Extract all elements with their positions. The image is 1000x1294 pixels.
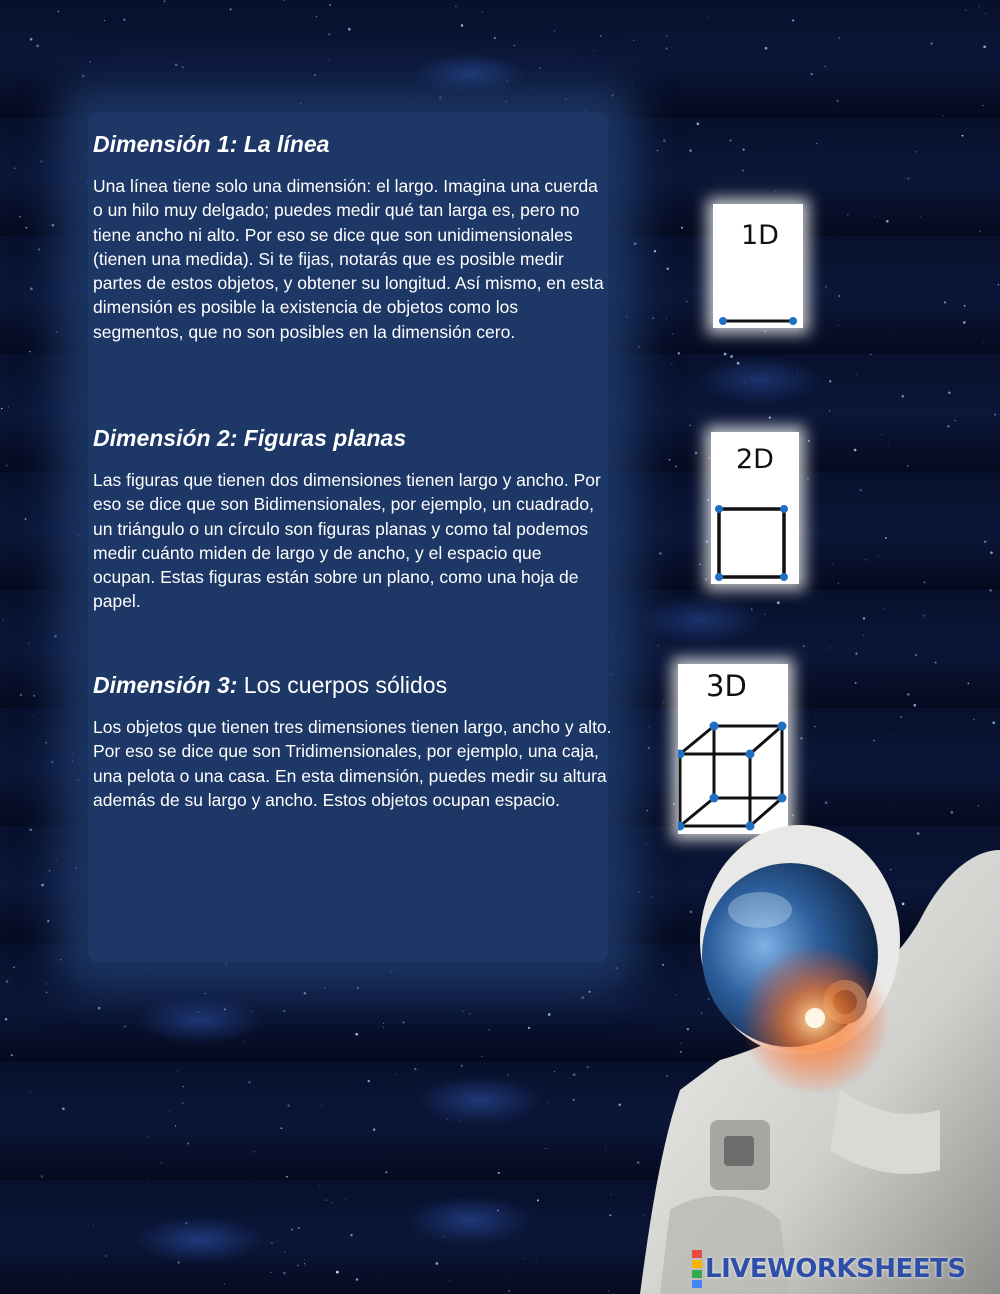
card-label: 3D (706, 669, 747, 703)
vertex (780, 573, 788, 581)
section-title-bold: Dimensión 3: (93, 672, 238, 698)
section-dimension-2 (93, 425, 623, 614)
section-dimension-1 (93, 131, 623, 344)
section-body: Las figuras que tienen dos dimensiones tienen largo y ancho. Por eso se dice que son Bidimensionales, por ejemplo, un cuadrado, un triángulo o un círculo son figuras planas y como tal podemos medir cuánto miden de largo y de ancho, y el espacio que ocupan. Estas figuras están sobre un plano, como una hoja de papel. (93, 470, 601, 612)
card-2d (711, 432, 799, 584)
vertex (715, 505, 723, 513)
logo-block-v (692, 1270, 702, 1278)
logo-block-i (692, 1260, 702, 1268)
section-body: Una línea tiene solo una dimensión: el largo. Imagina una cuerda o un hilo muy delgado; puedes medir qué tan larga es, pero no tiene ancho ni alto. Por eso se dice que son unidimensionales (tienen una medida). Si te fijas, notarás que es posible medir partes de estos objetos, y obtener su longitud. Así mismo, en esta dimensión es posible la existencia de objetos como los segmentos, que no son posibles en la dimensión cero. (93, 176, 604, 342)
card-label: 2D (736, 444, 774, 475)
logo-block-e (692, 1280, 702, 1288)
liveworksheets-logo (692, 1252, 966, 1286)
logo-text: LIVEWORKSHEETS (705, 1254, 966, 1284)
logo-blocks (692, 1249, 702, 1289)
section-title: Dimensión 2: Figuras planas (93, 425, 407, 451)
section-dimension-3 (93, 672, 623, 812)
line-diagram (713, 204, 803, 328)
square-diagram (711, 432, 799, 584)
section-body: Los objetos que tienen tres dimensiones tienen largo, ancho y alto. Por eso se dice que son Tridimensionales, por ejemplo, una caja, una pelota o una casa. En esta dimensión, puedes medir su altura además de su largo y ancho. Estos objetos ocupan espacio. (93, 717, 612, 810)
logo-block-l (692, 1250, 702, 1258)
section-title (93, 672, 623, 699)
section-title-plain: Los cuerpos sólidos (237, 672, 448, 698)
section-title: Dimensión 1: La línea (93, 131, 330, 157)
vertex (719, 317, 727, 325)
vertex (789, 317, 797, 325)
astronaut-illustration (640, 790, 1000, 1294)
card-1d (713, 204, 803, 328)
square (719, 509, 784, 577)
vertex (715, 573, 723, 581)
card-label: 1D (741, 220, 779, 251)
vertex (780, 505, 788, 513)
